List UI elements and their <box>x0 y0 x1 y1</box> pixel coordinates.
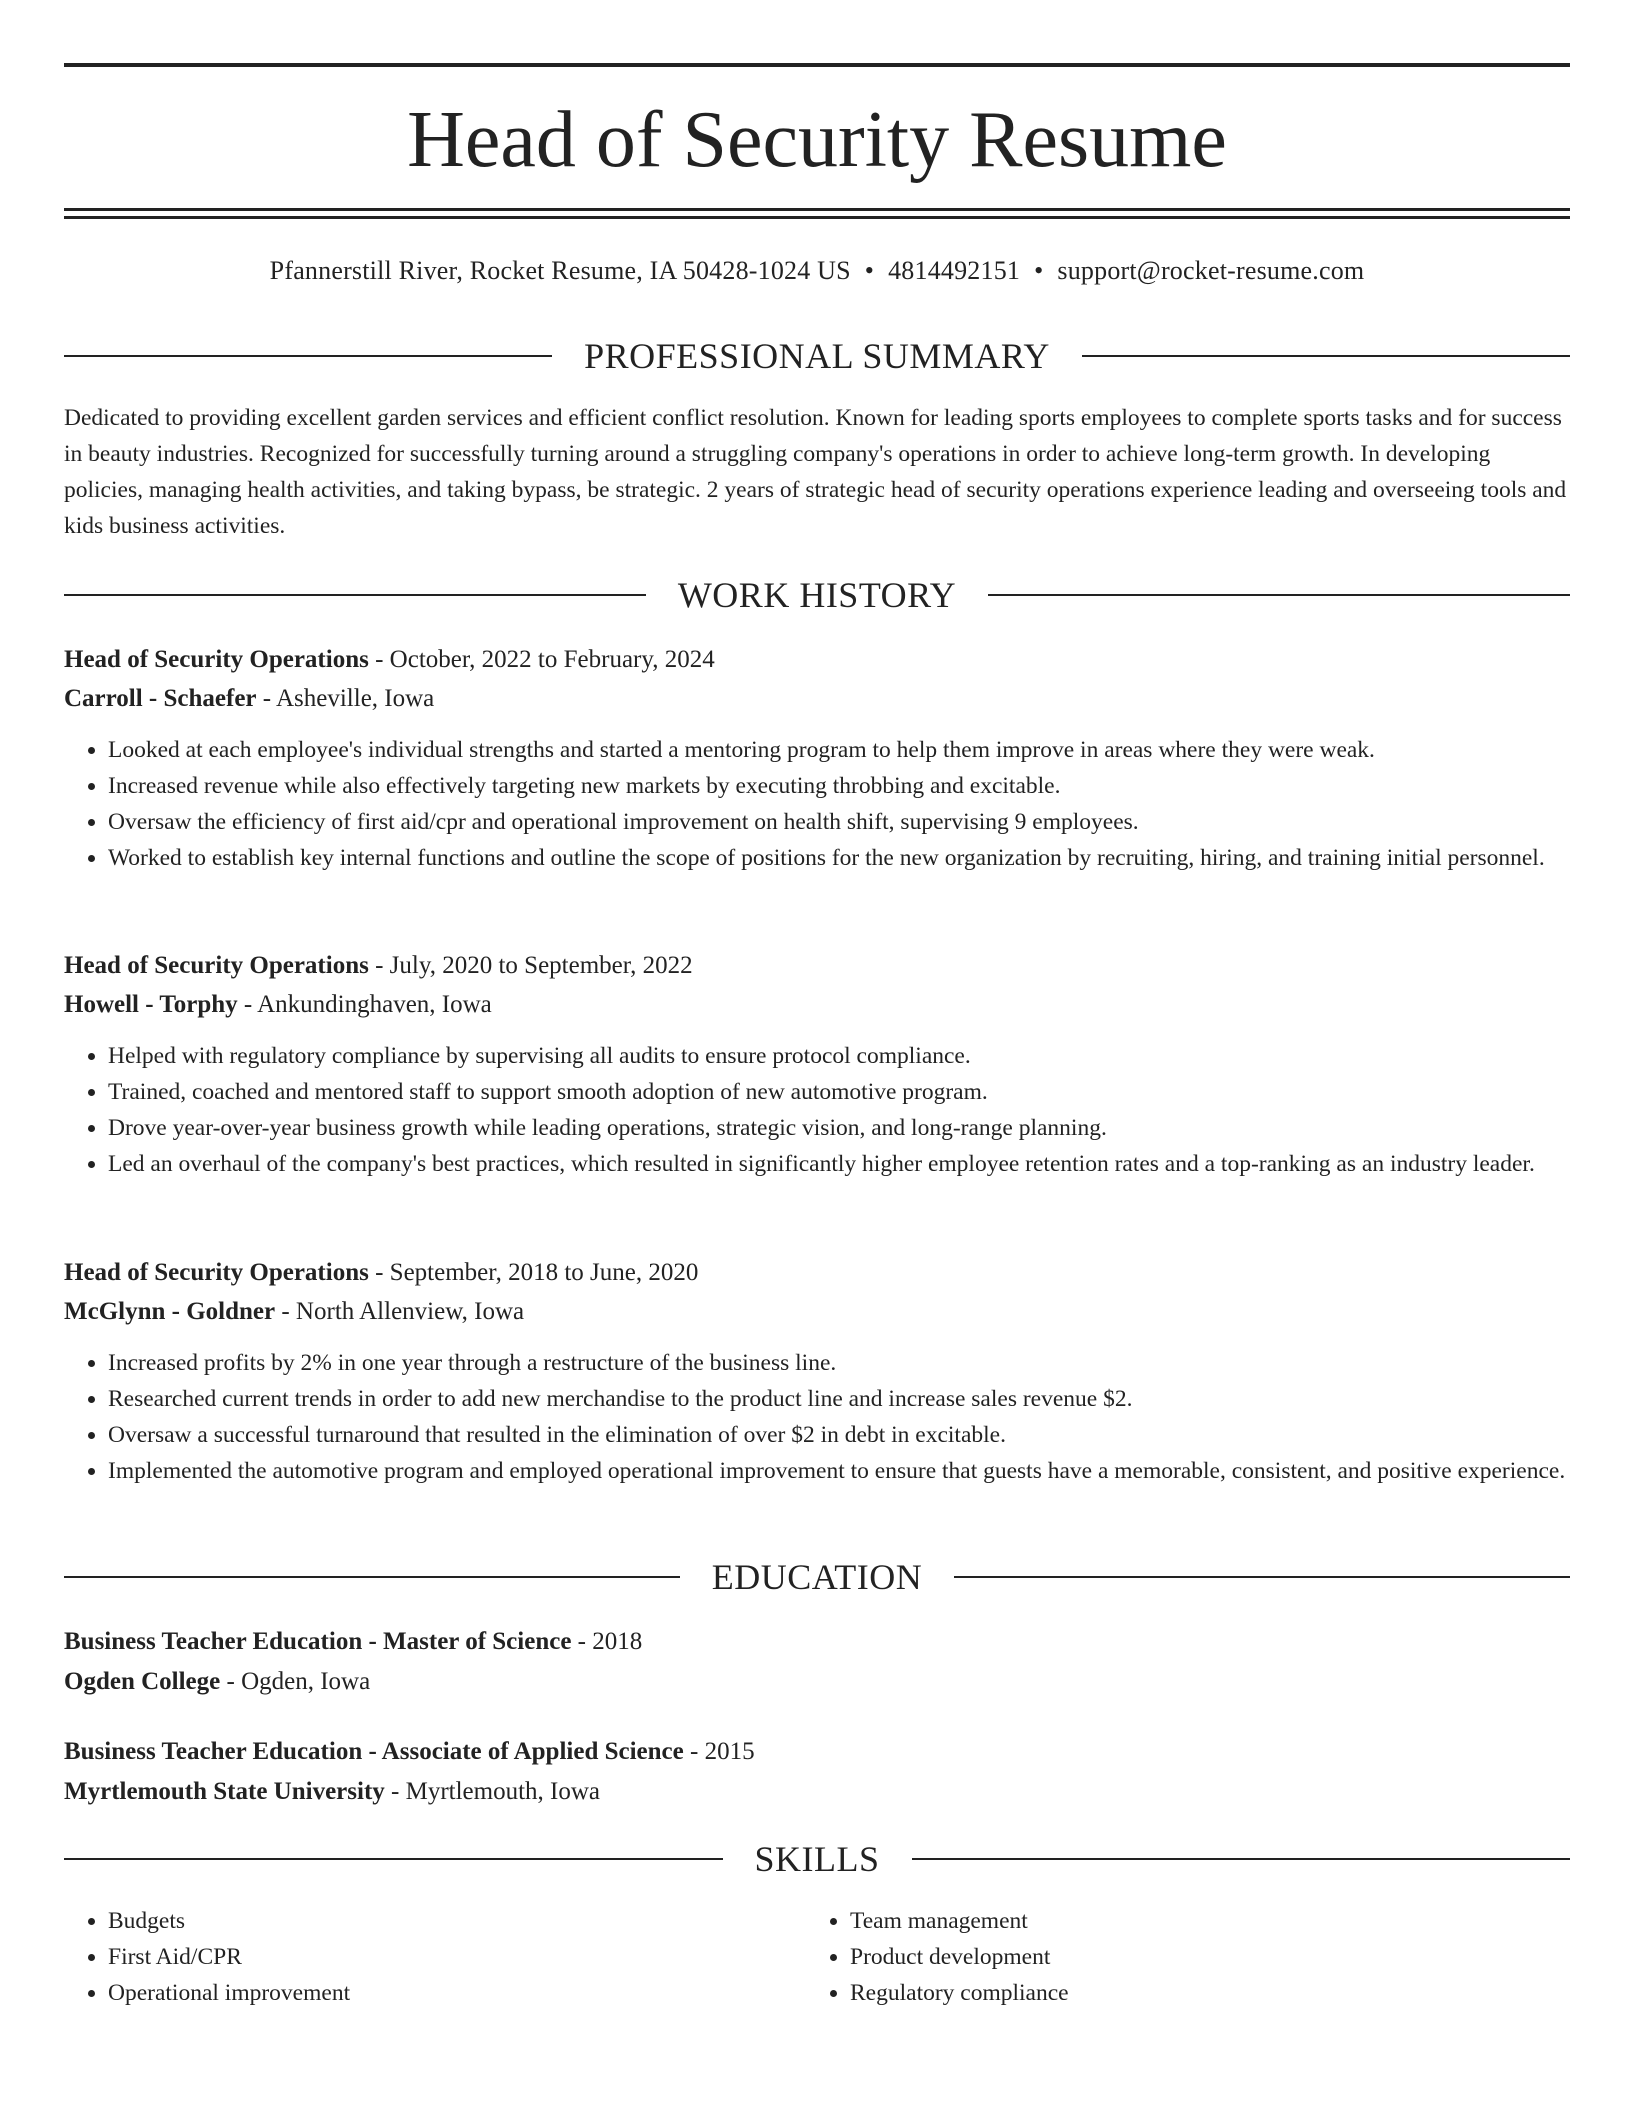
job-title-line <box>64 640 1570 679</box>
contact-separator: • <box>864 256 875 285</box>
section-heading-work <box>64 573 1570 617</box>
job-title-line <box>64 946 1570 985</box>
job-company: Howell - Torphy <box>64 991 238 1018</box>
job-title-line <box>64 1253 1570 1292</box>
contact-email: support@rocket-resume.com <box>1057 256 1365 285</box>
job-company: McGlynn - Goldner <box>64 1298 276 1325</box>
education-year: - 2015 <box>683 1738 755 1765</box>
job-bullet: • Helped with regulatory compliance by supervising all audits to ensure protocol compliance. <box>108 1038 1570 1074</box>
job-title: Head of Security Operations <box>64 952 369 979</box>
job-company-line <box>64 1292 1570 1331</box>
job-bullet: • Increased revenue while also effectively targeting new markets by executing throbbing and excitable. <box>108 768 1570 804</box>
education-year: - 2018 <box>571 1628 643 1655</box>
job-bullets <box>64 1038 1570 1182</box>
job-bullet: • Implemented the automotive program and employed operational improvement to ensure that guests have a memorable, consistent, and positive experience. <box>108 1453 1570 1489</box>
education-school: Ogden College <box>64 1668 221 1695</box>
skill-item: • Operational improvement <box>108 1975 808 2011</box>
skill-item: • Team management <box>850 1903 1550 1939</box>
education-school: Myrtlemouth State University <box>64 1778 385 1805</box>
skill-item: • Product development <box>850 1939 1550 1975</box>
divider-line <box>954 1576 1570 1578</box>
skills-list-left <box>64 1903 808 2011</box>
job-company-line <box>64 985 1570 1024</box>
contact-address: Pfannerstill River, Rocket Resume, IA 50428-1024 US <box>269 256 851 285</box>
job-dates: - September, 2018 to June, 2020 <box>368 1259 699 1286</box>
education-degree-line <box>64 1622 1570 1662</box>
section-heading-summary <box>64 334 1570 378</box>
job-bullet: • Drove year-over-year business growth while leading operations, strategic vision, and long-range planning. <box>108 1110 1570 1146</box>
job-entry <box>64 1253 1570 1489</box>
job-company: Carroll - Schaefer <box>64 685 257 712</box>
job-bullet: • Led an overhaul of the company's best practices, which resulted in significantly higher employee retention rates and a top-ranking as an industry leader. <box>108 1146 1570 1182</box>
education-school-line <box>64 1772 1570 1812</box>
divider-line <box>64 1858 723 1860</box>
job-bullet: • Worked to establish key internal functions and outline the scope of positions for the new organization by recruiting, hiring, and training initial personnel. <box>108 840 1570 876</box>
education-degree: Business Teacher Education - Master of Science <box>64 1628 572 1655</box>
contact-line <box>64 254 1570 288</box>
education-entry <box>64 1732 1570 1812</box>
job-dates: - October, 2022 to February, 2024 <box>368 646 715 673</box>
section-title: EDUCATION <box>711 1557 923 1597</box>
job-bullets <box>64 732 1570 876</box>
job-bullet: • Increased profits by 2% in one year through a restructure of the business line. <box>108 1345 1570 1381</box>
title-rule-upper <box>64 208 1570 211</box>
skill-item: • Budgets <box>108 1903 808 1939</box>
education-school-line <box>64 1662 1570 1702</box>
job-entry <box>64 640 1570 876</box>
resume-title: Head of Security Resume <box>407 96 1227 184</box>
education-degree-line <box>64 1732 1570 1772</box>
section-title: WORK HISTORY <box>677 575 957 615</box>
skills-list-right <box>806 1903 1550 2011</box>
divider-line <box>64 594 646 596</box>
divider-line <box>912 1858 1571 1860</box>
job-bullet: • Oversaw a successful turnaround that resulted in the elimination of over $2 in debt in excitable. <box>108 1417 1570 1453</box>
job-location: - Ankundinghaven, Iowa <box>237 991 492 1018</box>
divider-line <box>1082 355 1570 357</box>
job-bullet: • Trained, coached and mentored staff to support smooth adoption of new automotive program. <box>108 1074 1570 1110</box>
job-dates: - July, 2020 to September, 2022 <box>368 952 693 979</box>
education-entry <box>64 1622 1570 1702</box>
education-location: - Ogden, Iowa <box>220 1668 371 1695</box>
job-location: - North Allenview, Iowa <box>275 1298 525 1325</box>
job-bullets <box>64 1345 1570 1489</box>
section-heading-education <box>64 1555 1570 1599</box>
section-heading-skills <box>64 1837 1570 1881</box>
divider-line <box>64 1576 680 1578</box>
job-entry <box>64 946 1570 1182</box>
divider-line <box>988 594 1570 596</box>
summary-paragraph: Dedicated to providing excellent garden services and efficient conflict resolution. Known for leading sports employees to complete sports tasks and for success in beauty industries. Recognized for successfully turning around a struggling company's operations in order to achieve long-term growth. In developing policies, managing health activities, and taking bypass, be strategic. 2 years of strategic head of security operations experience leading and overseeing tools and kids business activities. <box>64 405 1567 539</box>
job-company-line <box>64 679 1570 718</box>
skill-item: • First Aid/CPR <box>108 1939 808 1975</box>
section-title: PROFESSIONAL SUMMARY <box>584 336 1050 376</box>
job-location: - Asheville, Iowa <box>256 685 435 712</box>
title-rule-lower <box>64 216 1570 219</box>
section-title: SKILLS <box>754 1839 880 1879</box>
job-bullet: • Oversaw the efficiency of first aid/cpr and operational improvement on health shift, supervising 9 employees. <box>108 804 1570 840</box>
job-bullet: • Researched current trends in order to add new merchandise to the product line and increase sales revenue $2. <box>108 1381 1570 1417</box>
contact-separator: • <box>1034 256 1044 285</box>
job-title: Head of Security Operations <box>64 646 369 673</box>
education-degree: Business Teacher Education - Associate of Applied Science <box>64 1738 684 1765</box>
education-location: - Myrtlemouth, Iowa <box>384 1778 600 1805</box>
job-bullet: • Looked at each employee's individual strengths and started a mentoring program to help them improve in areas where they were weak. <box>108 732 1570 768</box>
top-rule <box>64 63 1570 67</box>
job-title: Head of Security Operations <box>64 1259 369 1286</box>
skill-item: • Regulatory compliance <box>850 1975 1550 2011</box>
divider-line <box>64 355 552 357</box>
contact-phone: 4814492151 <box>888 256 1021 285</box>
